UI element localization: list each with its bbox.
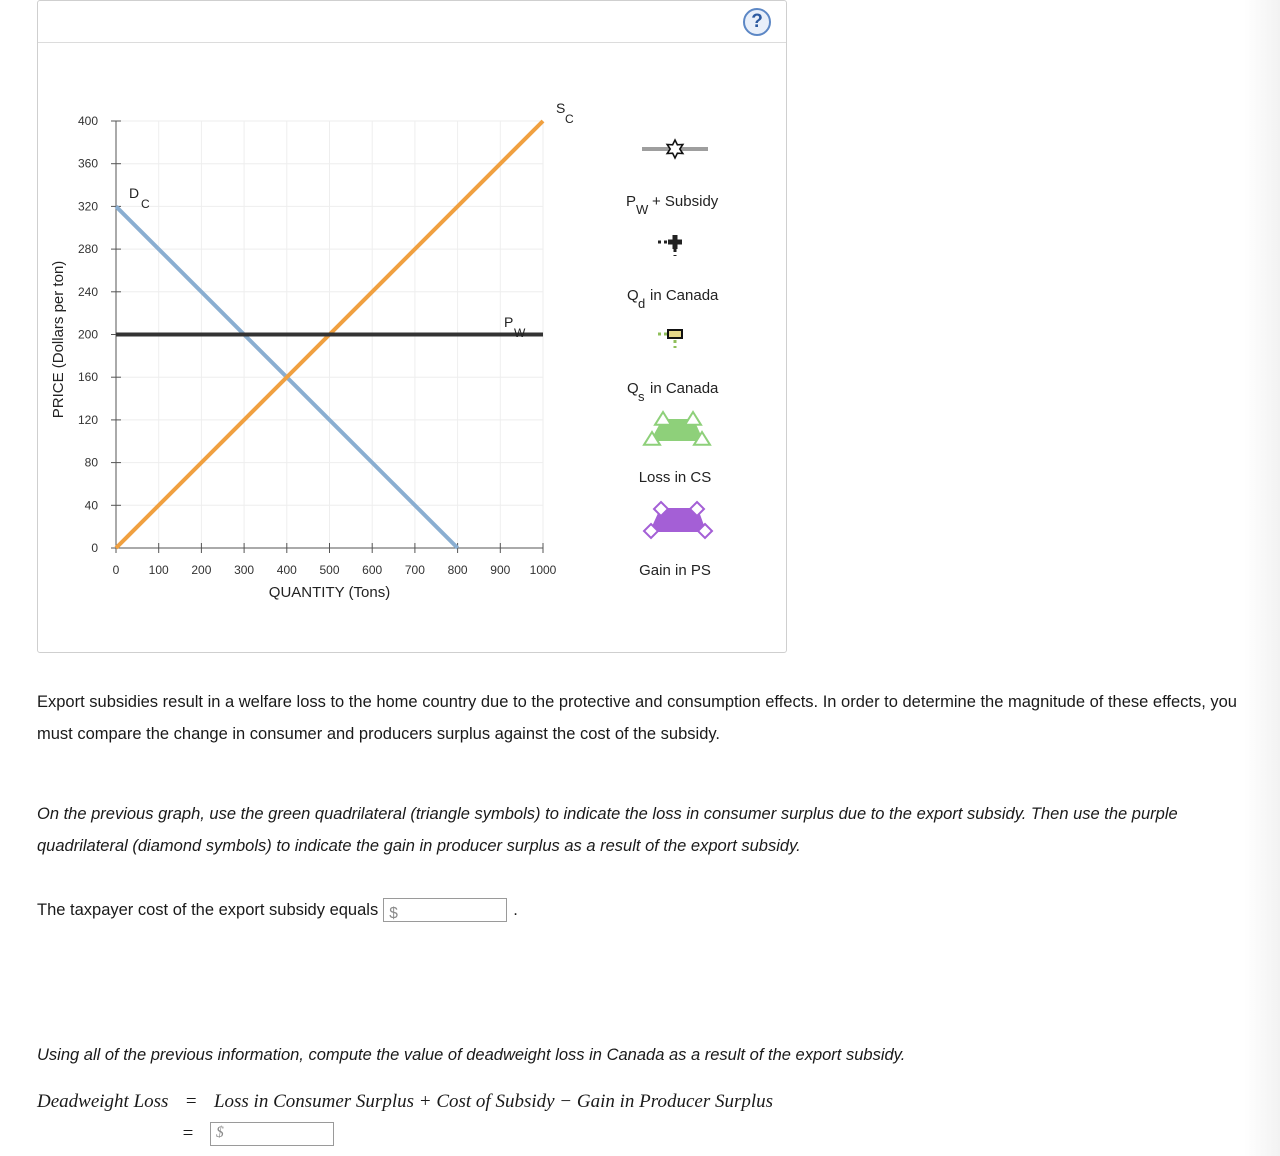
x-tick-label: 1000: [529, 563, 557, 577]
x-tick-label: 900: [490, 563, 511, 577]
taxpayer-cost-row: [37, 896, 518, 924]
x-tick-label: 800: [447, 563, 468, 577]
palette-label-qd-sub: d: [638, 296, 646, 311]
palette-label-ps: Gain in PS: [639, 562, 711, 579]
help-button[interactable]: ?: [743, 8, 771, 36]
x-axis-title: QUANTITY (Tons): [268, 584, 391, 601]
palette-label-pw: P: [626, 193, 637, 210]
plus-v: [673, 235, 678, 249]
taxpayer-cost-label: The taxpayer cost of the export subsidy equals: [37, 901, 379, 919]
series-label-sub-p: W: [514, 326, 526, 340]
equals-sign: =: [185, 1091, 197, 1112]
x-tick-label: 300: [234, 563, 255, 577]
dollar-sign: $: [216, 1124, 224, 1141]
deadweight-question: Using all of the previous information, compute the value of deadweight loss in Canada as a result of the export subsidy.: [37, 1046, 906, 1064]
series-label-s: S: [556, 100, 566, 116]
deadweight-loss-input[interactable]: [227, 1124, 331, 1146]
palette-label-pw-sub: W: [636, 202, 649, 217]
palette-label-qd-rest: in Canada: [650, 287, 719, 304]
series-label-sub-d: C: [141, 197, 150, 211]
y-tick-label: 80: [84, 455, 98, 470]
x-tick-label: 0: [112, 563, 120, 577]
y-tick-label: 160: [77, 370, 98, 385]
y-tick-label: 0: [91, 541, 98, 555]
series-label-sub-s: C: [565, 112, 574, 126]
rect-drop-line-icon[interactable]: [658, 330, 682, 348]
page-edge-shadow: [1244, 0, 1280, 1156]
deadweight-loss-field[interactable]: [210, 1122, 334, 1146]
x-tick-label: 700: [404, 563, 425, 577]
equals-sign-2: =: [182, 1123, 194, 1144]
taxpayer-cost-input[interactable]: [400, 900, 504, 922]
palette-label-cs: Loss in CS: [638, 469, 712, 486]
rect-marker: [668, 330, 682, 338]
x-tick-label: 100: [148, 563, 169, 577]
diamond-quad-icon[interactable]: [644, 502, 712, 538]
dwl-formula-line2: [170, 1122, 334, 1146]
triangle-quad-icon[interactable]: [644, 412, 710, 445]
triangle-vertex: [685, 412, 701, 425]
y-tick-label: 40: [84, 498, 98, 513]
supply-demand-chart[interactable]: [0, 0, 800, 660]
plus-drop-line-icon[interactable]: [658, 235, 682, 256]
period: .: [513, 901, 518, 919]
y-tick-label: 320: [77, 199, 98, 214]
dwl-formula-rhs: Loss in Consumer Surplus + Cost of Subsidy − Gain in Producer Surplus: [213, 1091, 774, 1112]
palette-label-qs-sub: s: [638, 389, 645, 404]
y-tick-label: 240: [77, 284, 98, 299]
series-label-p: P: [504, 314, 514, 330]
y-tick-label: 360: [77, 156, 98, 171]
palette-label-qs: Q: [627, 380, 639, 397]
star-marker: [667, 140, 683, 158]
x-tick-label: 500: [319, 563, 340, 577]
x-tick-label: 600: [362, 563, 383, 577]
taxpayer-cost-field[interactable]: [383, 898, 507, 922]
palette-label-qs-rest: in Canada: [650, 380, 719, 397]
y-tick-label: 200: [77, 327, 98, 342]
y-axis-title: PRICE (Dollars per ton): [50, 260, 67, 419]
palette-label-pw-rest: + Subsidy: [652, 193, 719, 210]
x-tick-label: 200: [191, 563, 212, 577]
triangle-vertex: [655, 412, 671, 425]
series-label-d: D: [129, 185, 140, 201]
dwl-label: Deadweight Loss: [37, 1091, 169, 1112]
y-tick-label: 120: [77, 412, 98, 427]
dwl-formula-line1: [37, 1091, 773, 1113]
instruction-paragraph: On the previous graph, use the green quadrilateral (triangle symbols) to indicate the loss in consumer surplus due to the export subsidy. Then use the purple quadrilateral (diamond symbols) to indicate the gain in producer surplus as a result of the export subsidy.: [37, 805, 1178, 855]
dollar-sign: $: [389, 905, 398, 922]
star-line-icon[interactable]: [642, 140, 708, 158]
palette-label-qd: Q: [627, 287, 639, 304]
intro-paragraph: Export subsidies result in a welfare loss to the home country due to the protective and consumption effects. In order to determine the magnitude of these effects, you must compare the change in consumer and producers surplus against the cost of the subsidy.: [37, 693, 1237, 743]
y-tick-label: 400: [77, 114, 98, 128]
y-tick-label: 280: [77, 242, 98, 257]
x-tick-label: 400: [276, 563, 297, 577]
